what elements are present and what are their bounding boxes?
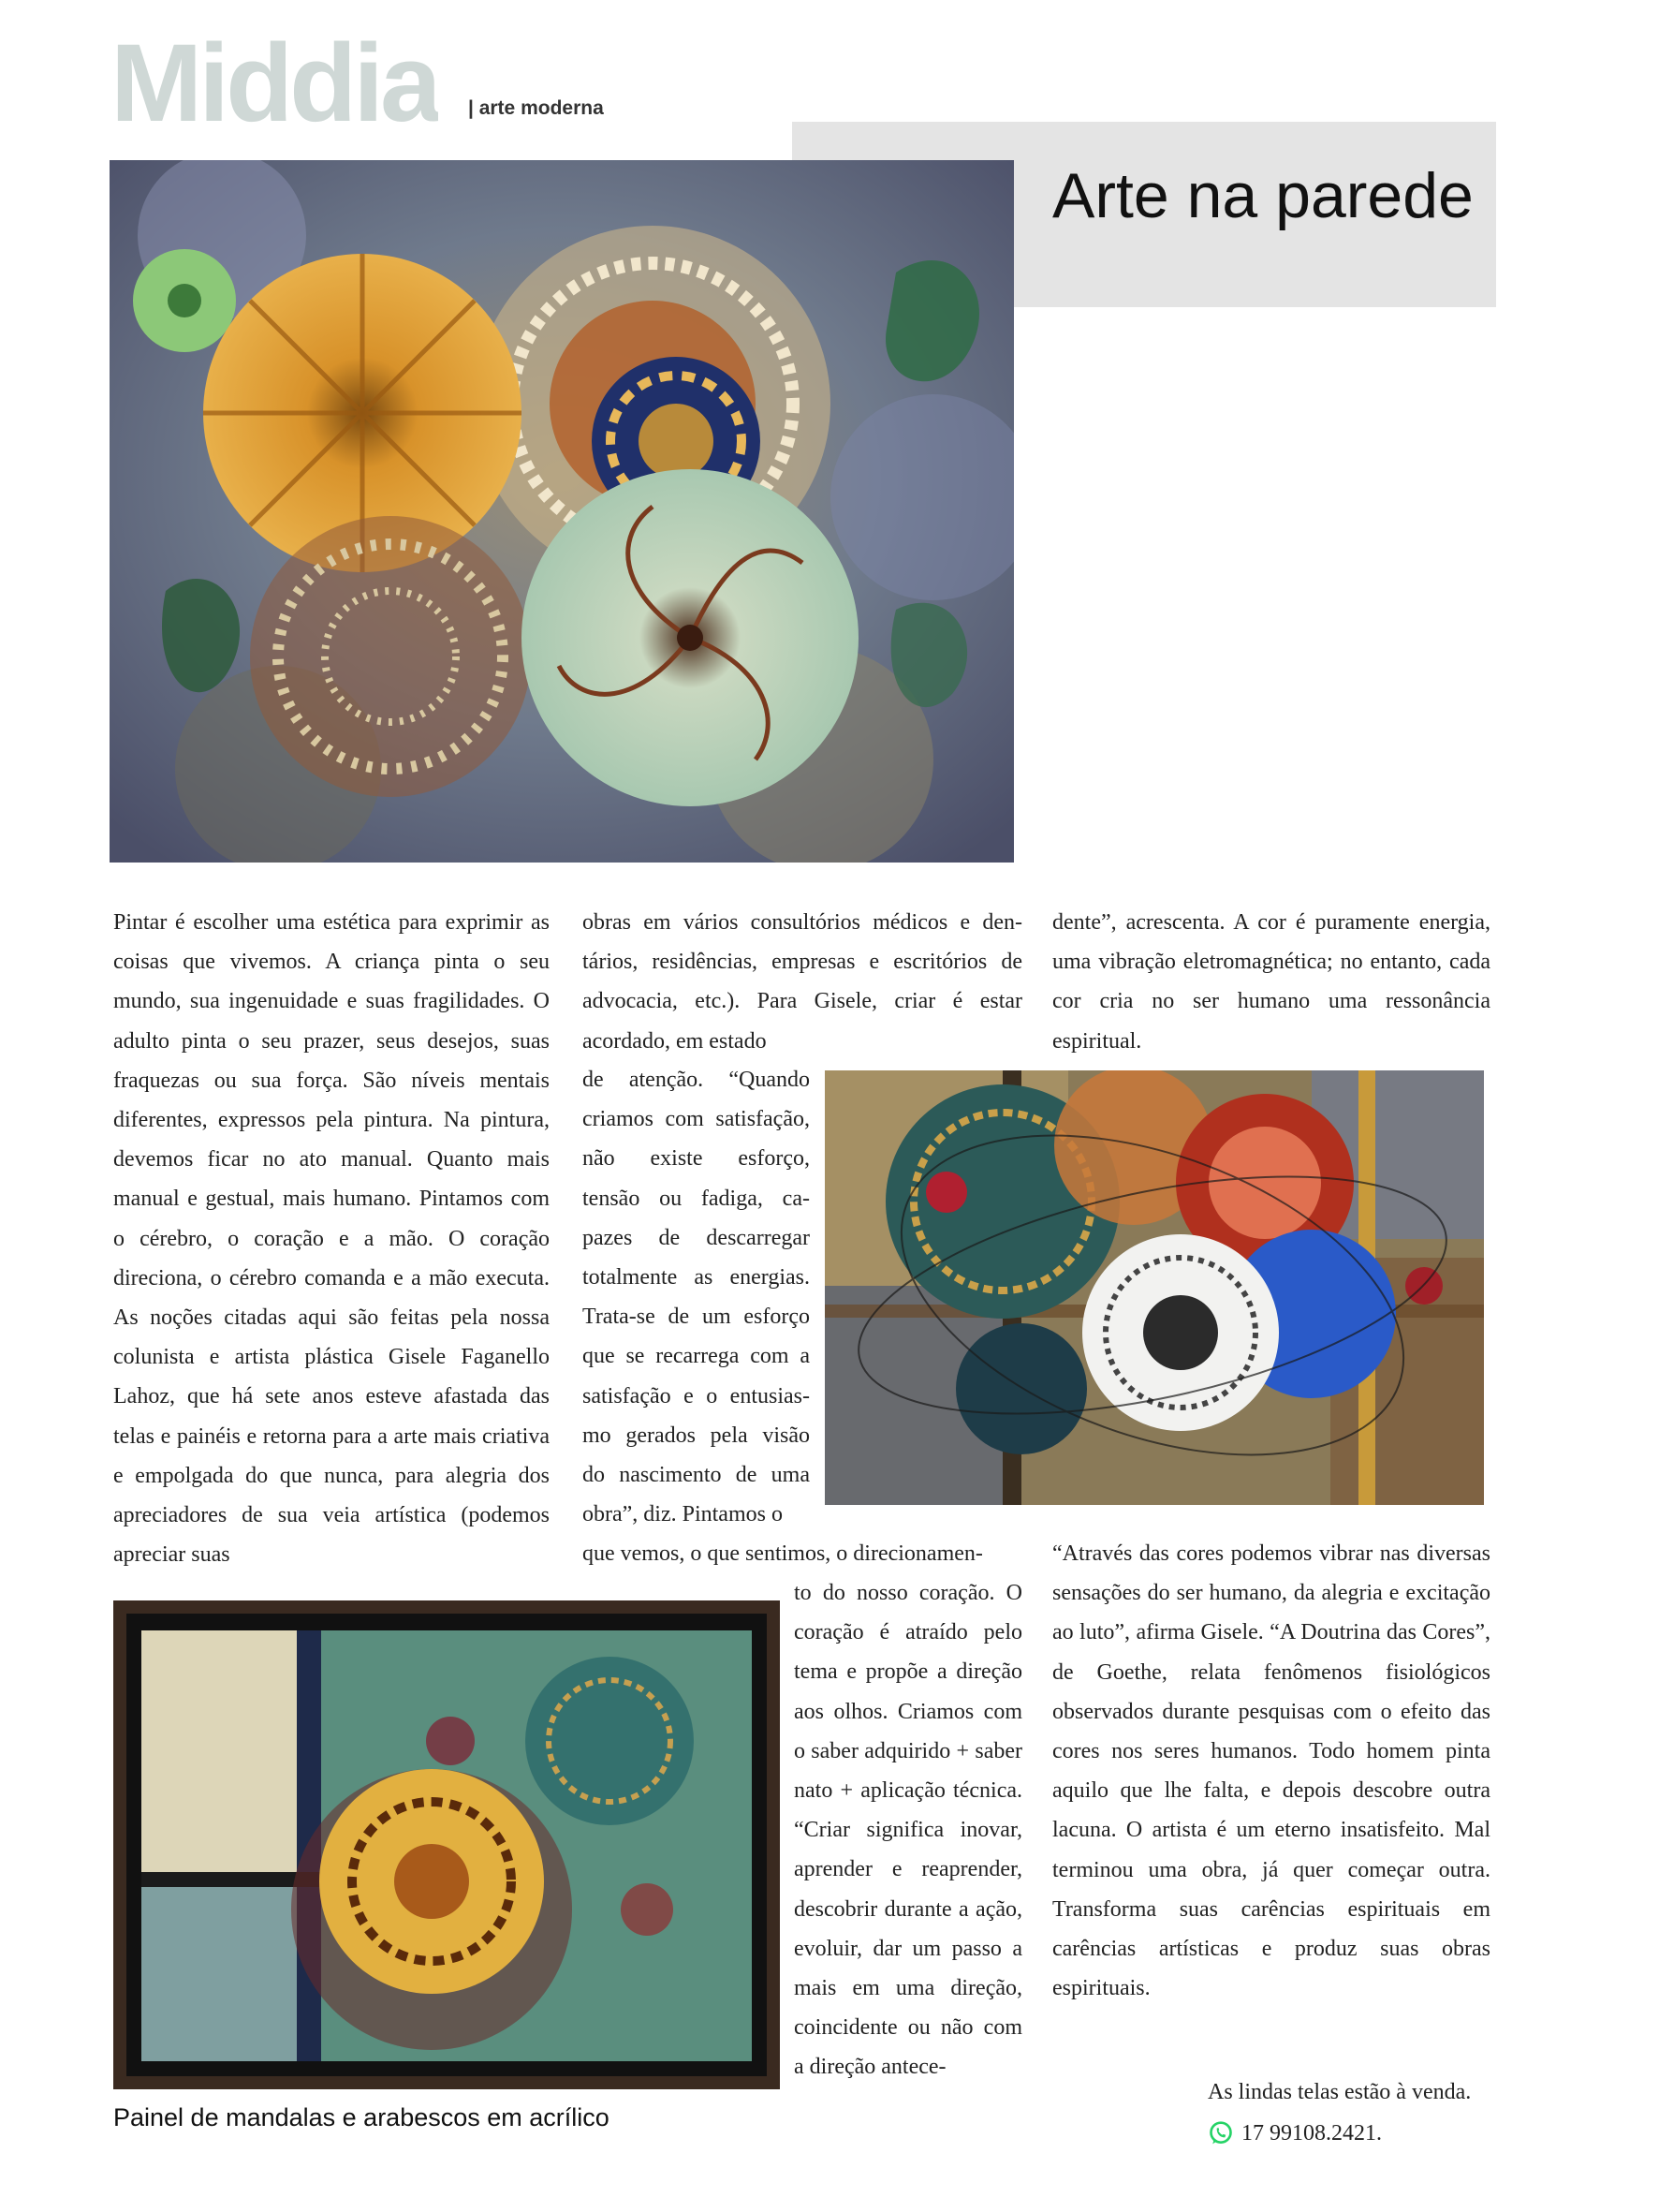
phone-contact xyxy=(1208,2113,1471,2154)
article-column-3-top xyxy=(1052,903,1490,1061)
sale-text: As lindas telas estão à venda. xyxy=(1208,2080,1472,2104)
section-label: | arte moderna xyxy=(468,97,604,119)
column-2-wrap-text: de atenção. “Quando criamos com satisfação, não existe esforço, tensão ou fadiga, capazes de descarregar totalmente as energias. Trata-se de um esforço que se recarrega com a satisfação e o entusiasmo gerados pela visão do nascimento de uma obra”, diz. Pintamos o xyxy=(582,1068,810,1527)
magazine-logo: Middia xyxy=(110,28,438,124)
article-title: Arte na parede xyxy=(1052,160,1474,231)
article-column-1 xyxy=(113,903,550,1574)
column-3-bottom-text: “Através das cores podemos vibrar nas diversas sensações do ser humano, da alegria e excitação ao luto”, afirma Gisele. “A Doutrina das Cores”, de Goethe, relata fenômenos fisiológicos observados durante pesquisas com o efeito das cores nos seres humanos. Todo homem pinta aquilo que lhe falta, e depois descobre outra lacuna. O artista é um eterno insatisfeito. Mal terminou uma obra, já quer começar outra. Transforma suas carências espirituais em carências artísticas e produz suas obras espirituais. xyxy=(1052,1541,1490,2001)
column-1-text: Pintar é escolher uma estética para exprimir as coisas que vivemos. A criança pinta o seu mundo, sua ingenuidade e suas fragilidades. O adulto pinta o seu prazer, seus desejos, suas fraquezas ou sua força. São níveis mentais diferentes, expressos pela pintura. Na pintura, devemos ficar no ato manual. Quanto mais manual e gestual, mais humano. Pintamos com o cérebro, o coração e a mão. O coração direciona, o cérebro comanda e a mão executa. As noções citadas aqui são feitas pela nossa colunista e artista plástica Gisele Faganello Lahoz, que há sete anos esteve afastada das telas e painéis e retorna para a arte mais criativa e empolgada do que nunca, para alegria dos apreciadores de sua veia artística (podemos apreciar suas xyxy=(113,910,550,1568)
painting-cosmic-mandalas xyxy=(825,1070,1484,1505)
article-column-2-line xyxy=(582,1534,1019,1573)
column-2-bottom-text: to do nosso coração. O coração é atraído pelo tema e propõe a direção aos olhos. Criamos com o saber adquirido + saber nato + aplicação técnica. “Criar significa inovar, aprender e reaprender, descobrir durante a ação, evoluir, dar um passo a mais em uma direção, coincidente ou não com a direção antece- xyxy=(794,1581,1022,2080)
painting-mandala-flowers xyxy=(110,160,1014,863)
article-column-2-top xyxy=(582,903,1022,1061)
phone-number: 17 99108.2421. xyxy=(1241,2121,1382,2146)
sale-notice xyxy=(1208,2072,1471,2154)
whatsapp-icon xyxy=(1208,2120,1234,2146)
column-3-top-text: dente”, acrescenta. A cor é puramente energia, uma vibração eletromagnética; no entanto, cada cor cria no ser humano uma ressonância espiritual. xyxy=(1052,910,1490,1054)
column-2-top-text: obras em vários consultórios médicos e dentários, residências, empresas e escritórios de advocacia, etc.). Para Gisele, criar é estar acordado, em estado xyxy=(582,910,1022,1054)
article-column-3-bottom xyxy=(1052,1534,1490,2008)
column-2-line-text: que vemos, o que sentimos, o direcionamen- xyxy=(582,1541,983,1566)
article-column-2-wrap xyxy=(582,1060,810,1534)
article-column-2-bottom xyxy=(794,1573,1022,2087)
painting-framed-panel xyxy=(113,1600,780,2089)
painting-caption: Painel de mandalas e arabescos em acrílico xyxy=(113,2103,609,2131)
